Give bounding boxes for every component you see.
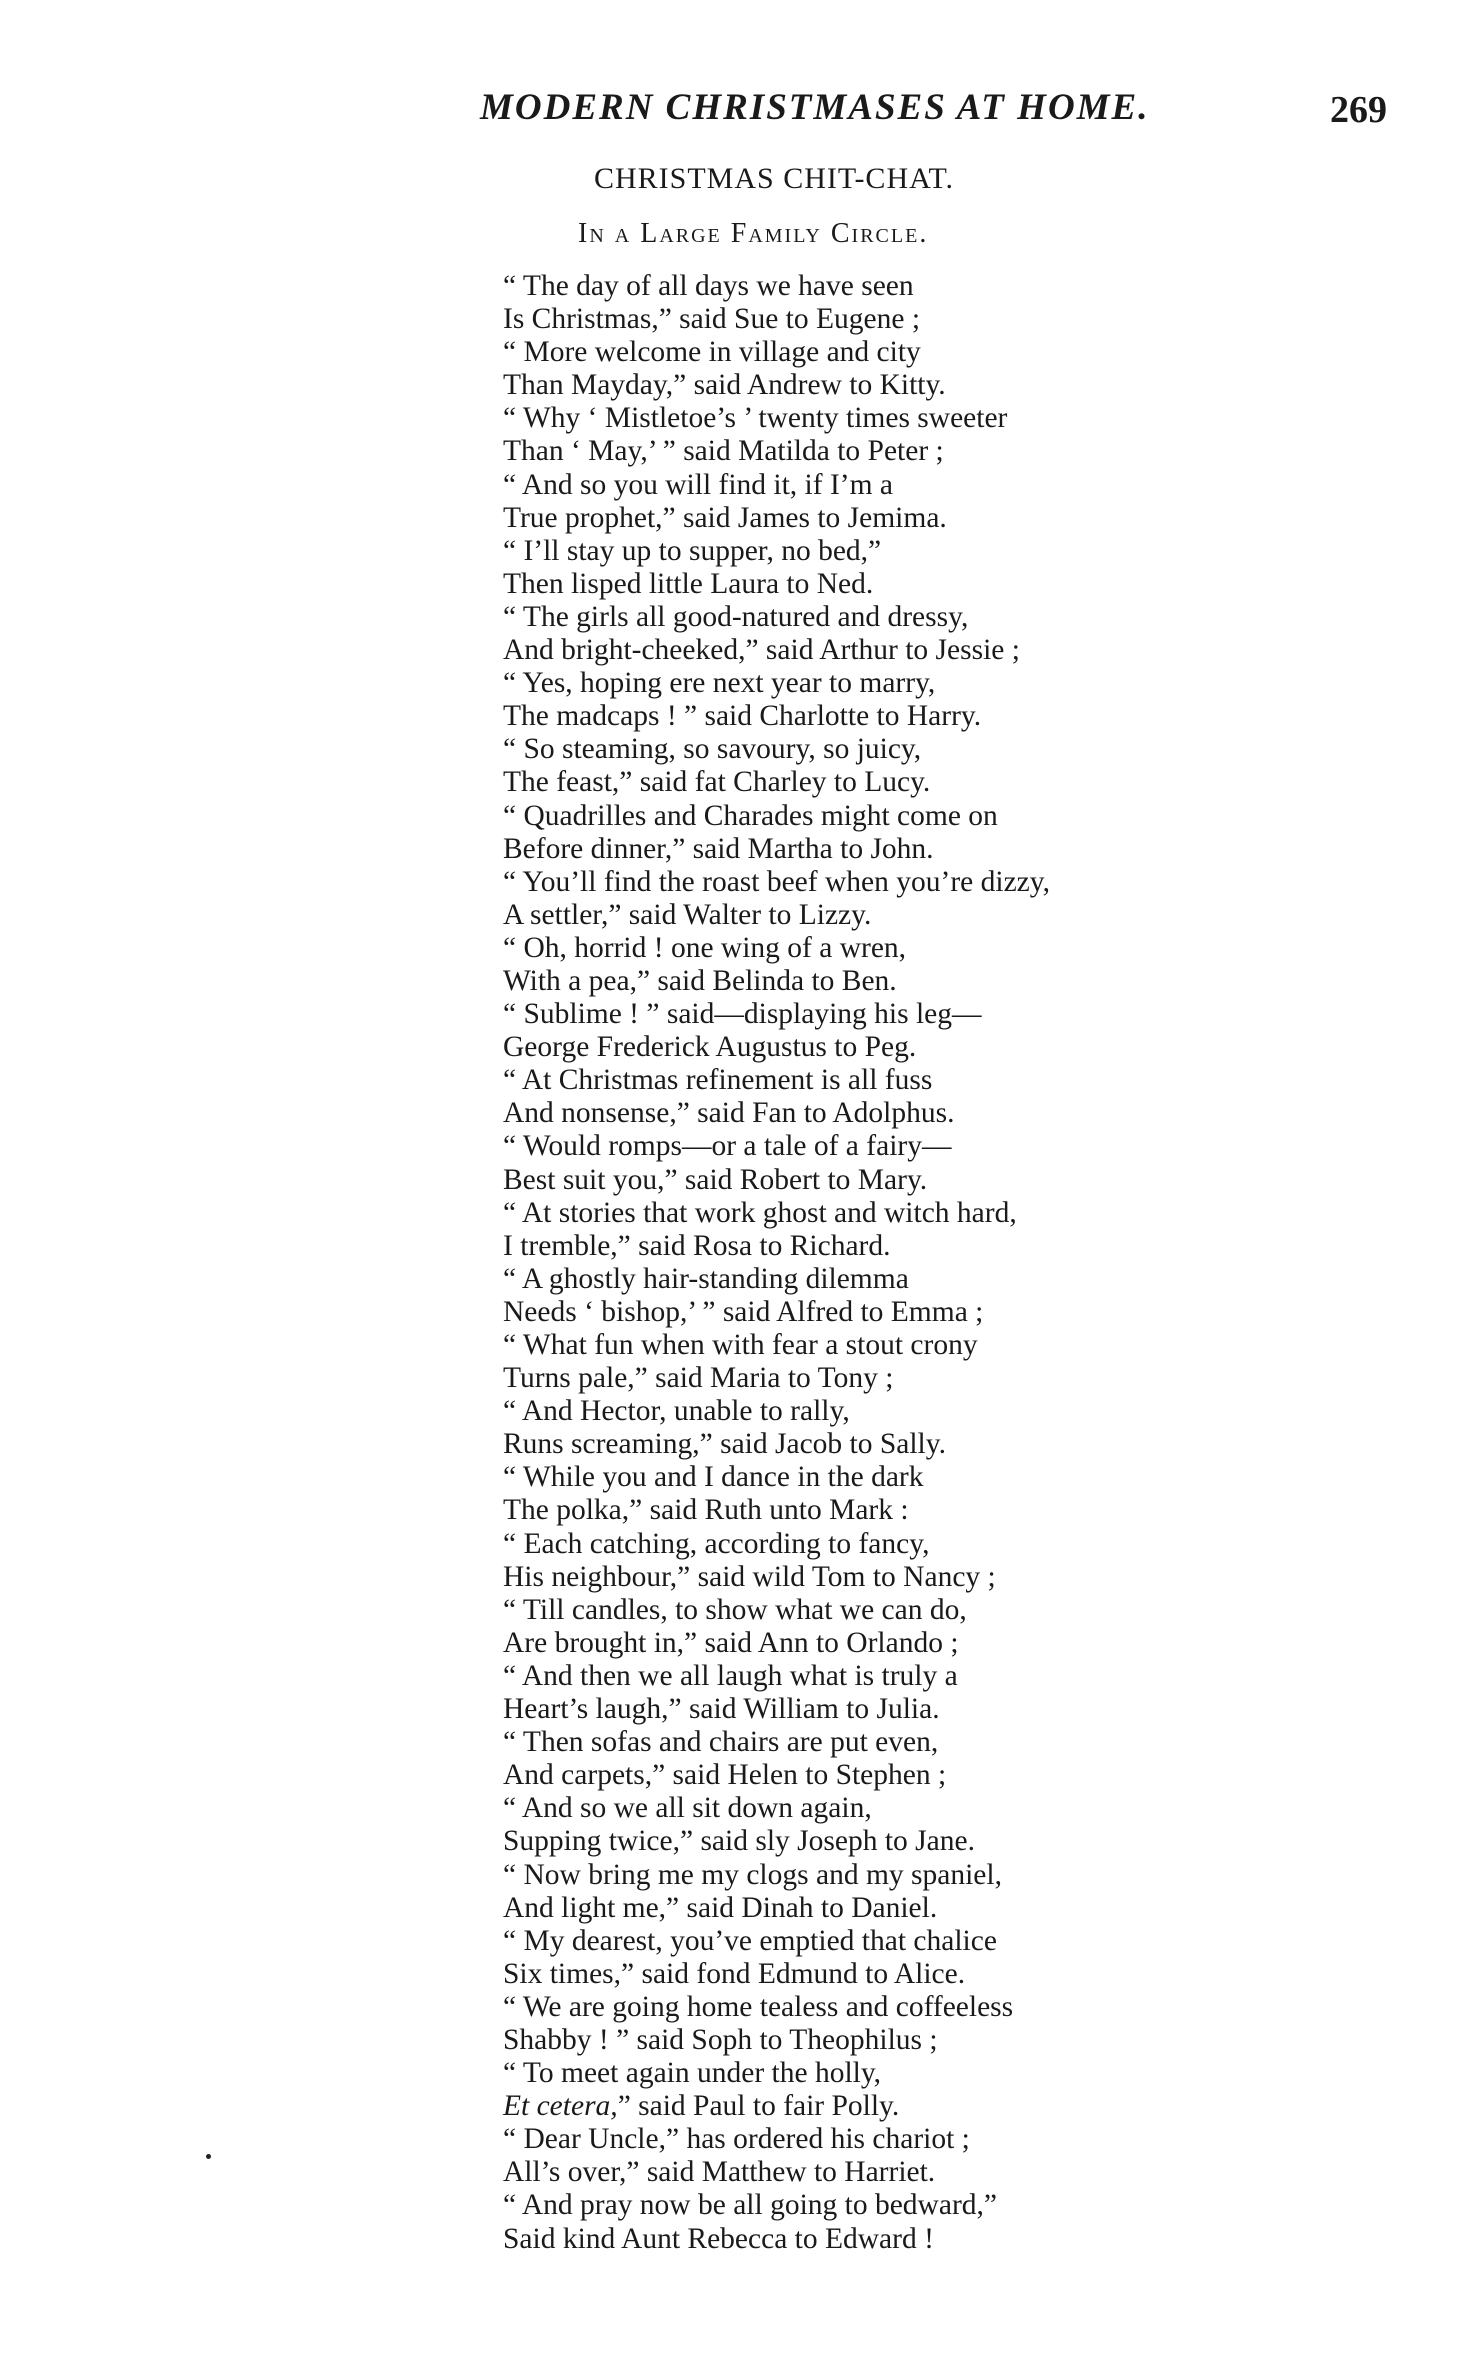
verse-line: “ Why ‘ Mistletoe’s ’ twenty times sweeter [503,402,1008,435]
verse-line: Is Christmas,” said Sue to Eugene ; [503,303,921,336]
verse-line: “ We are going home tealess and coffeeless [503,1990,1014,2023]
verse-line: “ While you and I dance in the dark [503,1461,924,1494]
verse-line: “ The day of all days we have seen [503,270,914,302]
verse-line: The feast,” said fat Charley to Lucy. [503,766,931,799]
verse-line: “ Sublime ! ” said—displaying his leg— [503,998,982,1031]
verse-line: And nonsense,” said Fan to Adolphus. [503,1097,955,1130]
verse-line: Before dinner,” said Martha to John. [503,832,934,865]
verse-line: Than ‘ May,’ ” said Matilda to Peter ; [503,435,944,468]
verse-line: “ Now bring me my clogs and my spaniel, [503,1858,1002,1891]
verse-line: The madcaps ! ” said Charlotte to Harry. [503,700,982,733]
verse-line: Are brought in,” said Ann to Orlando ; [503,1626,959,1659]
verse-line: “ And so you will find it, if I’m a [503,468,894,501]
verse-line: “ My dearest, you’ve emptied that chalice [503,1924,997,1957]
verse-line: “ At Christmas refinement is all fuss [503,1064,933,1097]
verse-line: Then lisped little Laura to Ned. [503,567,874,600]
verse-line: Supping twice,” said sly Joseph to Jane. [503,1825,975,1858]
verse-line: Shabby ! ” said Soph to Theophilus ; [503,2023,938,2056]
verse-line: “ And so we all sit down again, [503,1792,872,1825]
poem-subtitle: In a Large Family Circle. [578,218,929,249]
verse-line-italic [503,2090,1050,2123]
verse-line: Than Mayday,” said Andrew to Kitty. [503,369,946,402]
verse-line: “ Then sofas and chairs are put even, [503,1726,939,1759]
verse-line: Turns pale,” said Maria to Tony ; [503,1362,894,1395]
verse-line: True prophet,” said James to Jemima. [503,501,947,534]
verse-line: “ The girls all good-natured and dressy, [503,600,969,633]
verse-line: With a pea,” said Belinda to Ben. [503,964,897,997]
verse-line: Needs ‘ bishop,’ ” said Alfred to Emma ; [503,1295,984,1328]
verse-line: “ And Hector, unable to rally, [503,1395,850,1428]
verse-line: Six times,” said fond Edmund to Alice. [503,1957,966,1990]
verse-line: Heart’s laugh,” said William to Julia. [503,1693,940,1726]
italic-phrase: Et cetera, [503,2090,618,2123]
verse-line: The polka,” said Ruth unto Mark : [503,1494,909,1527]
verse-line: “ A ghostly hair-standing dilemma [503,1262,909,1295]
verse-line: I tremble,” said Rosa to Richard. [503,1229,891,1262]
running-title: MODERN CHRISTMASES AT HOME. [480,87,1150,128]
verse-line: And carpets,” said Helen to Stephen ; [503,1759,947,1792]
verse-line: And light me,” said Dinah to Daniel. [503,1891,938,1924]
verse-line: “ And pray now be all going to bedward,” [503,2189,997,2222]
verse-line: “ More welcome in village and city [503,336,921,369]
verse-line: “ Each catching, according to fancy, [503,1527,930,1560]
verse-line: George Frederick Augustus to Peg. [503,1031,917,1064]
verse-line: “ Yes, hoping ere next year to marry, [503,667,936,700]
verse-line: A settler,” said Walter to Lizzy. [503,898,872,931]
verse-line: “ You’ll find the roast beef when you’re dizzy, [503,865,1050,898]
verse-line: “ What fun when with fear a stout crony [503,1329,978,1361]
verse-line: “ Oh, horrid ! one wing of a wren, [503,931,907,964]
verse-line: “ Till candles, to show what we can do, [503,1593,967,1626]
verse-line: His neighbour,” said wild Tom to Nancy ; [503,1560,996,1593]
verse-line: “ At stories that work ghost and witch hard, [503,1196,1017,1229]
verse-line: “ So steaming, so savoury, so juicy, [503,733,922,766]
verse-line: “ Would romps—or a tale of a fairy— [503,1130,952,1163]
verse-line: “ Dear Uncle,” has ordered his chariot ; [503,2123,970,2156]
page-number: 269 [1330,89,1387,131]
verse-line: And bright-cheeked,” said Arthur to Jessie ; [503,634,1020,667]
verse-line: “ To meet again under the holly, [503,2057,882,2090]
verse-line: Best suit you,” said Robert to Mary. [503,1163,928,1196]
verse-line: All’s over,” said Matthew to Harriet. [503,2156,936,2189]
italic-line-rest: ” said Paul to fair Polly. [617,2090,900,2123]
poem-verse [503,270,1050,2256]
ink-speck [206,2154,211,2159]
verse-line: Runs screaming,” said Jacob to Sally. [503,1428,946,1461]
verse-line: “ Quadrilles and Charades might come on [503,799,998,832]
verse-line: “ And then we all laugh what is truly a [503,1659,958,1692]
verse-line: Said kind Aunt Rebecca to Edward ! [503,2222,934,2255]
verse-line: “ I’ll stay up to supper, no bed,” [503,534,882,567]
poem-title: CHRISTMAS CHIT-CHAT. [594,162,955,195]
